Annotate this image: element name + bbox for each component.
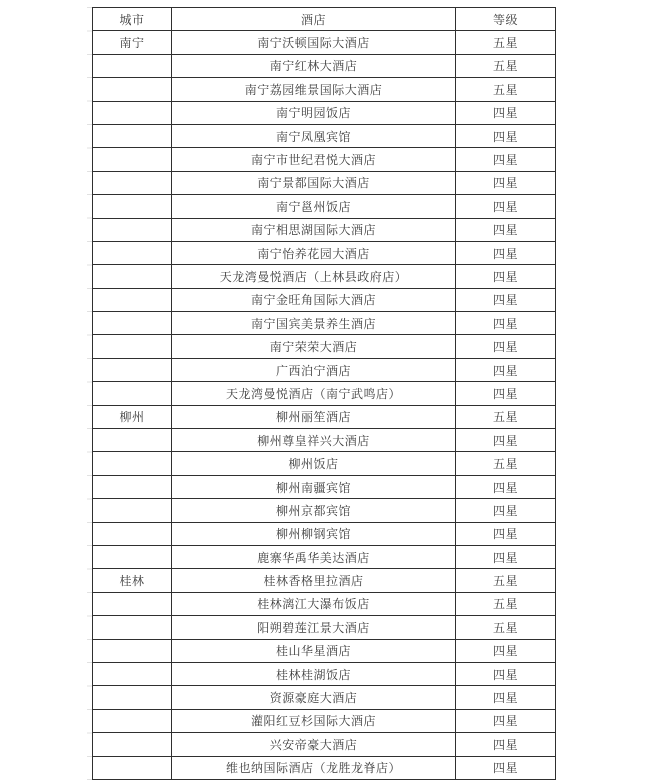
city-cell	[93, 709, 172, 732]
grade-cell: 四星	[456, 429, 556, 452]
hotel-cell: 南宁凤凰宾馆	[172, 124, 456, 147]
city-cell: 柳州	[93, 405, 172, 428]
city-cell	[93, 265, 172, 288]
hotel-cell: 南宁邕州饭店	[172, 195, 456, 218]
table-row	[93, 522, 556, 545]
city-cell	[93, 218, 172, 241]
table-row	[93, 545, 556, 568]
table-header	[93, 8, 556, 31]
hotel-cell: 维也纳国际酒店（龙胜龙脊店）	[172, 756, 456, 779]
grade-cell: 四星	[456, 545, 556, 568]
city-cell: 桂林	[93, 569, 172, 592]
hotel-cell: 桂林香格里拉酒店	[172, 569, 456, 592]
grade-cell: 五星	[456, 452, 556, 475]
table-row	[93, 429, 556, 452]
grade-cell: 四星	[456, 756, 556, 779]
table-row	[93, 335, 556, 358]
hotel-cell: 南宁市世纪君悦大酒店	[172, 148, 456, 171]
city-cell	[93, 756, 172, 779]
hotel-cell: 南宁国宾美景养生酒店	[172, 312, 456, 335]
hotel-cell: 柳州南疆宾馆	[172, 475, 456, 498]
hotel-star-rating-table	[92, 7, 556, 780]
table-row	[93, 616, 556, 639]
table-body	[93, 31, 556, 780]
table-row	[93, 265, 556, 288]
hotel-cell: 兴安帝豪大酒店	[172, 733, 456, 756]
city-cell	[93, 171, 172, 194]
grade-cell: 五星	[456, 78, 556, 101]
hotel-cell: 南宁怡养花园大酒店	[172, 241, 456, 264]
city-cell	[93, 616, 172, 639]
hotel-cell: 柳州饭店	[172, 452, 456, 475]
table-row	[93, 592, 556, 615]
grade-cell: 四星	[456, 709, 556, 732]
header-grade: 等级	[456, 8, 556, 31]
grade-cell: 四星	[456, 382, 556, 405]
grade-cell: 四星	[456, 335, 556, 358]
hotel-cell: 灌阳红豆杉国际大酒店	[172, 709, 456, 732]
table-row	[93, 639, 556, 662]
city-cell	[93, 241, 172, 264]
hotel-cell: 天龙湾曼悦酒店（南宁武鸣店）	[172, 382, 456, 405]
grade-cell: 五星	[456, 405, 556, 428]
grade-cell: 四星	[456, 101, 556, 124]
table-row	[93, 288, 556, 311]
city-cell	[93, 475, 172, 498]
grade-cell: 四星	[456, 358, 556, 381]
table-row	[93, 382, 556, 405]
table-row	[93, 452, 556, 475]
grade-cell: 五星	[456, 31, 556, 54]
hotel-cell: 南宁明园饭店	[172, 101, 456, 124]
city-cell	[93, 101, 172, 124]
table-row	[93, 171, 556, 194]
grade-cell: 四星	[456, 288, 556, 311]
hotel-cell: 柳州京都宾馆	[172, 499, 456, 522]
grade-cell: 四星	[456, 171, 556, 194]
table-row	[93, 148, 556, 171]
hotel-cell: 天龙湾曼悦酒店（上林县政府店）	[172, 265, 456, 288]
hotel-cell: 南宁红林大酒店	[172, 54, 456, 77]
hotel-cell: 桂林桂湖饭店	[172, 662, 456, 685]
city-cell	[93, 54, 172, 77]
hotel-cell: 柳州丽笙酒店	[172, 405, 456, 428]
grade-cell: 四星	[456, 265, 556, 288]
grade-cell: 四星	[456, 639, 556, 662]
grade-cell: 四星	[456, 148, 556, 171]
city-cell	[93, 733, 172, 756]
table-row	[93, 195, 556, 218]
city-cell	[93, 124, 172, 147]
city-cell	[93, 639, 172, 662]
header-row	[93, 8, 556, 31]
table-row	[93, 756, 556, 779]
city-cell	[93, 335, 172, 358]
hotel-cell: 桂林漓江大瀑布饭店	[172, 592, 456, 615]
grade-cell: 四星	[456, 475, 556, 498]
grade-cell: 四星	[456, 241, 556, 264]
hotel-cell: 桂山华星酒店	[172, 639, 456, 662]
city-cell	[93, 358, 172, 381]
grade-cell: 四星	[456, 686, 556, 709]
table-row	[93, 499, 556, 522]
header-hotel: 酒店	[172, 8, 456, 31]
table-row	[93, 124, 556, 147]
table-row	[93, 218, 556, 241]
city-cell	[93, 312, 172, 335]
hotel-cell: 鹿寨华禹华美达酒店	[172, 545, 456, 568]
table-row	[93, 686, 556, 709]
table-row	[93, 662, 556, 685]
hotel-cell: 南宁景都国际大酒店	[172, 171, 456, 194]
header-city: 城市	[93, 8, 172, 31]
grade-cell: 五星	[456, 54, 556, 77]
grade-cell: 五星	[456, 592, 556, 615]
city-cell	[93, 592, 172, 615]
city-cell	[93, 195, 172, 218]
hotel-cell: 资源豪庭大酒店	[172, 686, 456, 709]
city-cell	[93, 545, 172, 568]
table-row	[93, 733, 556, 756]
table-row	[93, 241, 556, 264]
table-row	[93, 569, 556, 592]
grade-cell: 四星	[456, 124, 556, 147]
hotel-cell: 柳州柳钢宾馆	[172, 522, 456, 545]
city-cell	[93, 662, 172, 685]
table-row	[93, 405, 556, 428]
hotel-cell: 南宁荣荣大酒店	[172, 335, 456, 358]
grade-cell: 四星	[456, 662, 556, 685]
city-cell	[93, 288, 172, 311]
grade-cell: 四星	[456, 522, 556, 545]
city-cell: 南宁	[93, 31, 172, 54]
grade-cell: 五星	[456, 569, 556, 592]
table-row	[93, 31, 556, 54]
city-cell	[93, 429, 172, 452]
hotel-cell: 南宁沃顿国际大酒店	[172, 31, 456, 54]
city-cell	[93, 148, 172, 171]
hotel-cell: 南宁金旺角国际大酒店	[172, 288, 456, 311]
grade-cell: 四星	[456, 733, 556, 756]
hotel-cell: 广西泊宁酒店	[172, 358, 456, 381]
city-cell	[93, 382, 172, 405]
city-cell	[93, 686, 172, 709]
table-row	[93, 54, 556, 77]
grade-cell: 五星	[456, 616, 556, 639]
grade-cell: 四星	[456, 499, 556, 522]
city-cell	[93, 499, 172, 522]
table-row	[93, 101, 556, 124]
city-cell	[93, 452, 172, 475]
table-row	[93, 475, 556, 498]
table-row	[93, 78, 556, 101]
grade-cell: 四星	[456, 312, 556, 335]
grade-cell: 四星	[456, 218, 556, 241]
table-row	[93, 709, 556, 732]
table-row	[93, 312, 556, 335]
hotel-cell: 南宁荔园维景国际大酒店	[172, 78, 456, 101]
city-cell	[93, 78, 172, 101]
hotel-cell: 阳朔碧莲江景大酒店	[172, 616, 456, 639]
hotel-cell: 南宁相思湖国际大酒店	[172, 218, 456, 241]
grade-cell: 四星	[456, 195, 556, 218]
city-cell	[93, 522, 172, 545]
hotel-cell: 柳州尊皇祥兴大酒店	[172, 429, 456, 452]
table-row	[93, 358, 556, 381]
